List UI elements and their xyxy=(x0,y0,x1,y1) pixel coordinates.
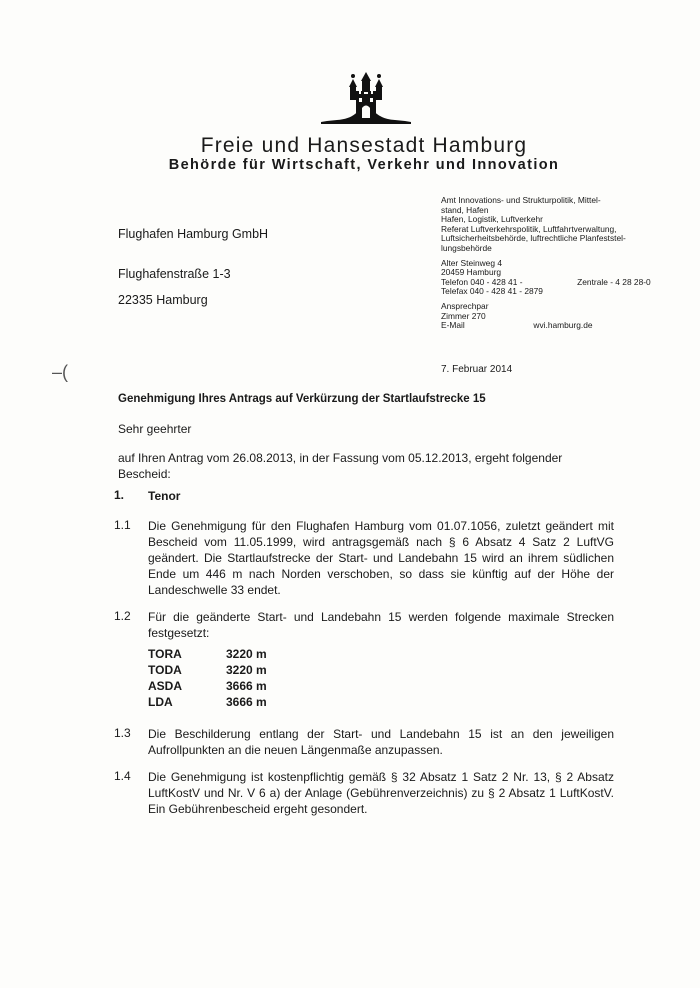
distance-row xyxy=(148,662,267,678)
distance-row xyxy=(148,678,267,694)
recipient-city: 22335 Hamburg xyxy=(118,293,208,307)
sender-email-domain: wvi.hamburg.de xyxy=(533,320,593,331)
item-number: 1.2 xyxy=(114,609,131,623)
recipient-name: Flughafen Hamburg GmbH xyxy=(118,227,269,241)
sender-phone: Telefon 040 - 428 41 - xyxy=(441,276,523,287)
sender-fax: Telefax 040 - 428 41 - 2879 xyxy=(441,286,543,297)
letter-date: 7. Februar 2014 xyxy=(441,364,513,375)
sender-contact: Ansprechpar xyxy=(441,300,489,311)
distance-key: TODA xyxy=(148,663,182,677)
sender-city: 20459 Hamburg xyxy=(441,267,502,278)
item-text: Die Genehmigung ist kostenpflichtig gemäß § 32 Absatz 1 Satz 2 Nr. 13, § 2 Absatz LuftKostV und Nr. V 6 a) der Anlage (Gebührenverzeichnis) zu § 2 Absatz 1 LuftKostV. Ein Gebührenbescheid ergeht gesondert. xyxy=(148,770,614,816)
item-text: Die Beschilderung entlang der Start- und Landebahn 15 ist an den jeweiligen Aufrollpunkten an die neuen Längenmaße anzupassen. xyxy=(148,727,614,757)
distance-key: TORA xyxy=(148,647,182,661)
sender-dept-line: stand, Hafen xyxy=(441,204,489,215)
distance-key: ASDA xyxy=(148,679,183,693)
section-title: Tenor xyxy=(148,489,181,503)
item-number: 1.1 xyxy=(114,518,131,532)
letter-subject: Genehmigung Ihres Antrags auf Verkürzung der Startlaufstrecke 15 xyxy=(118,393,486,405)
distances-table xyxy=(148,646,267,710)
sender-referat-line: lungsbehörde xyxy=(441,242,492,253)
distance-value: 3666 m xyxy=(226,679,267,693)
distance-key: LDA xyxy=(148,695,173,709)
handwritten-mark: ‒( xyxy=(52,362,69,382)
hamburg-coat-of-arms-logo xyxy=(321,70,411,130)
sender-street: Alter Steinweg 4 xyxy=(441,257,502,268)
organization-name: Freie und Hansestadt Hamburg xyxy=(200,134,528,157)
distance-value: 3220 m xyxy=(226,663,267,677)
sender-room: Zimmer 270 xyxy=(441,310,486,321)
section-number: 1. xyxy=(114,488,125,502)
distance-value: 3666 m xyxy=(226,695,267,709)
recipient-street: Flughafenstraße 1-3 xyxy=(118,267,231,281)
sender-dept-line: Hafen, Logistik, Luftverkehr xyxy=(441,214,543,225)
sender-block xyxy=(441,196,651,331)
item-text: Die Genehmigung für den Flughafen Hamburg vom 01.07.1056, zuletzt geändert mit Bescheid vom 11.05.1999, wird antragsgemäß nach § 6 Absatz 4 Satz 2 LuftVG geändert. Die Startlaufstrecke der Start- und Landebahn 15 wird an ihrem südlichen Ende um 446 m nach Norden verschoben, so dass sie künftig auf der Höhe der Landeschwelle 33 endet. xyxy=(148,519,614,597)
sender-email-label: E-Mail xyxy=(441,320,465,331)
distance-value: 3220 m xyxy=(226,647,267,661)
sender-referat-line: Referat Luftverkehrspolitik, Luftfahrtverwaltung, xyxy=(441,223,617,234)
sender-switchboard: Zentrale - 4 28 28-0 xyxy=(577,276,651,287)
salutation: Sehr geehrter xyxy=(118,422,192,436)
item-number: 1.4 xyxy=(114,769,131,783)
distance-row xyxy=(148,646,267,662)
sender-dept-line: Amt Innovations- und Strukturpolitik, Mittel- xyxy=(441,195,601,205)
intro-text: auf Ihren Antrag vom 26.08.2013, in der Fassung vom 05.12.2013, ergeht folgender Bescheid: xyxy=(118,451,563,481)
item-number: 1.3 xyxy=(114,726,131,740)
sender-email-row xyxy=(441,321,651,331)
distance-row xyxy=(148,694,267,710)
item-text: Für die geänderte Start- und Landebahn 15 werden folgende maximale Strecken festgesetzt: xyxy=(148,610,614,640)
authority-name: Behörde für Wirtschaft, Verkehr und Innovation xyxy=(168,157,560,173)
sender-referat-line: Luftsicherheitsbehörde, luftrechtliche Planfeststel- xyxy=(441,233,626,244)
